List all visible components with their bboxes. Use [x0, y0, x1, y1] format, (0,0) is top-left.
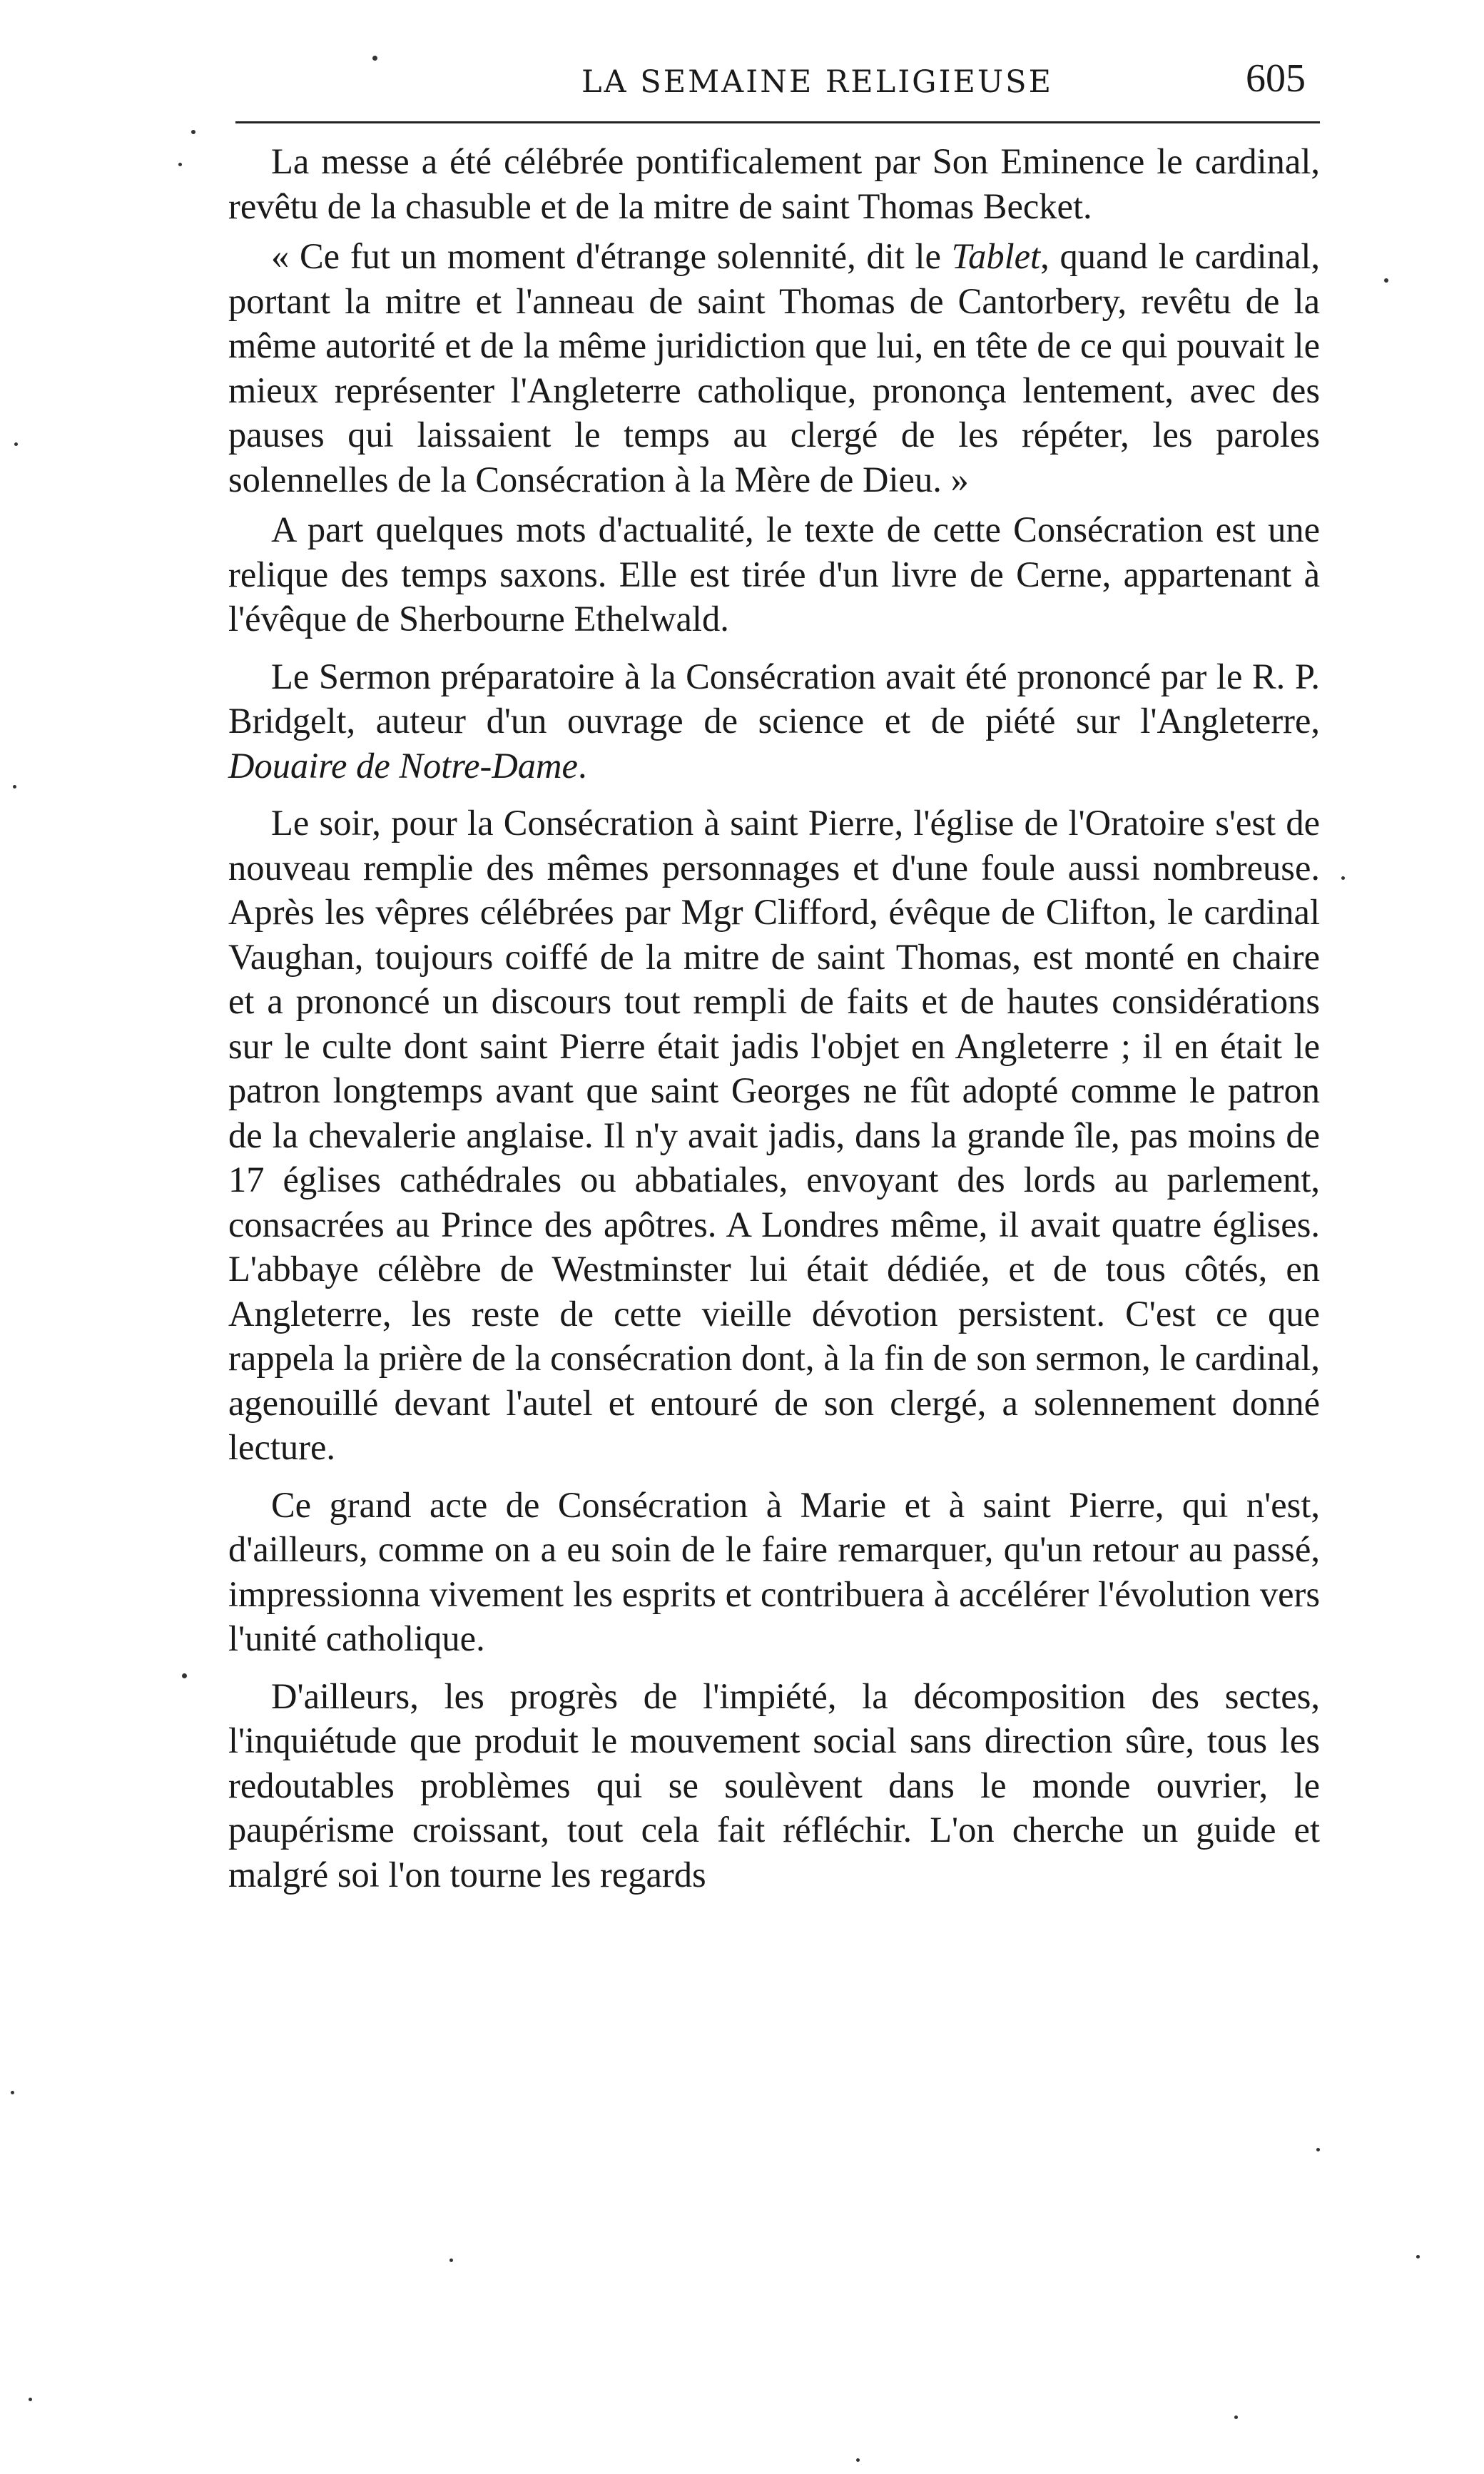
- paragraph-3: A part quelques mots d'actualité, le texte de cette Consécration est une relique des temps saxons. Elle est tirée d'un livre de Cerne, appartenant à l'évêque de Sherbourne Ethelwald.: [228, 509, 1320, 639]
- scan-speck: [449, 2258, 453, 2262]
- paragraph-1: La messe a été célébrée pontificalement par Son Eminence le cardinal, revêtu de la chasuble et de la mitre de saint Thomas Becket.: [228, 141, 1320, 226]
- header-rule: [235, 121, 1320, 123]
- scan-speck: [182, 1673, 187, 1678]
- paragraph-7: D'ailleurs, les progrès de l'impiété, la décomposition des sectes, l'inquiétude que produit le mouvement social sans direction sûre, tous les redoutables problèmes qui se soulèvent dans le monde ouvrier, le paupérisme croissant, tout cela fait réfléchir. L'on cherche un guide et malgré soi l'on tourne les regards: [228, 1675, 1320, 1895]
- scan-speck: [1384, 278, 1388, 283]
- scan-speck: [191, 130, 195, 134]
- scan-speck: [1316, 2148, 1320, 2151]
- tablet-title: Tablet: [951, 236, 1041, 276]
- scan-speck: [178, 163, 182, 166]
- scan-speck: [13, 785, 16, 789]
- book-title: Douaire de Notre-Dame: [228, 745, 578, 786]
- scan-speck: [14, 442, 18, 446]
- paragraph-6: Ce grand acte de Consécration à Marie et à saint Pierre, qui n'est, d'ailleurs, comme on a eu soin de le faire remarquer, qu'un retour au passé, impressionna vivement les esprits et contribuera à accélérer l'évolution vers l'unité catholique.: [228, 1484, 1320, 1658]
- scan-speck: [29, 2398, 32, 2401]
- paragraph-5: Le soir, pour la Consécration à saint Pierre, l'église de l'Oratoire s'est de nouveau remplie des mêmes personnages et d'une foule aussi nombreuse. Après les vêpres célébrées par Mgr Clifford, évêque de Clifton, le cardinal Vaughan, toujours coiffé de la mitre de saint Thomas, est monté en chaire et a prononcé un discours tout rempli de faits et de hautes considérations sur le culte dont saint Pierre était jadis l'objet en Angleterre ; il en était le patron longtemps avant que saint Georges ne fût adopté comme le patron de la chevalerie anglaise. Il n'y avait jadis, dans la grande île, pas moins de 17 églises cathédrales ou abbatiales, envoyant des lords au parlement, consacrées au Prince des apôtres. A Londres même, il avait quatre églises. L'abbaye célèbre de Westminster lui était dédiée, et de tous côtés, en Angleterre, les reste de cette vieille dévotion persistent. C'est ce que rappela la prière de la consécration dont, à la fin de son sermon, le cardinal, agenouillé devant l'autel et entouré de son clergé, a solennement donné lecture.: [228, 803, 1320, 1467]
- paragraph-2: [228, 234, 1320, 502]
- scan-speck: [856, 2458, 860, 2462]
- scan-speck: [1341, 876, 1345, 880]
- scan-speck: [1416, 2255, 1420, 2258]
- running-title: [581, 64, 1053, 100]
- page-number: 605: [1246, 56, 1306, 101]
- paragraph-4: [228, 654, 1320, 789]
- running-title-words: SEMAINE RELIGIEUSE: [640, 64, 1053, 100]
- paragraph-4-end: .: [577, 745, 587, 786]
- article-body: [228, 139, 1320, 1910]
- page-header: [235, 51, 1320, 116]
- paragraph-2-end: , quand le cardinal, portant la mitre et l'anneau de saint Thomas de Cantorbery, revêtu de la même autorité et de la même juridiction que lui, en tête de ce qui pouvait le mieux représenter l'Angleterre catholique, prononça lentement, avec des pauses qui laissaient le temps au clergé de les répéter, les paroles solennelles de la Consécration à la Mère de Dieu. »: [228, 236, 1321, 500]
- scan-speck: [372, 56, 377, 61]
- running-title-article: LA: [581, 64, 629, 100]
- paragraph-2-start: « Ce fut un moment d'étrange solennité, dit le: [271, 236, 952, 276]
- scan-speck: [11, 2091, 14, 2094]
- scan-speck: [1234, 2415, 1238, 2419]
- paragraph-4-start: Le Sermon préparatoire à la Consécration avait été prononcé par le R. P. Bridgelt, auteur d'un ouvrage de science et de piété sur l'Angleterre,: [228, 656, 1320, 741]
